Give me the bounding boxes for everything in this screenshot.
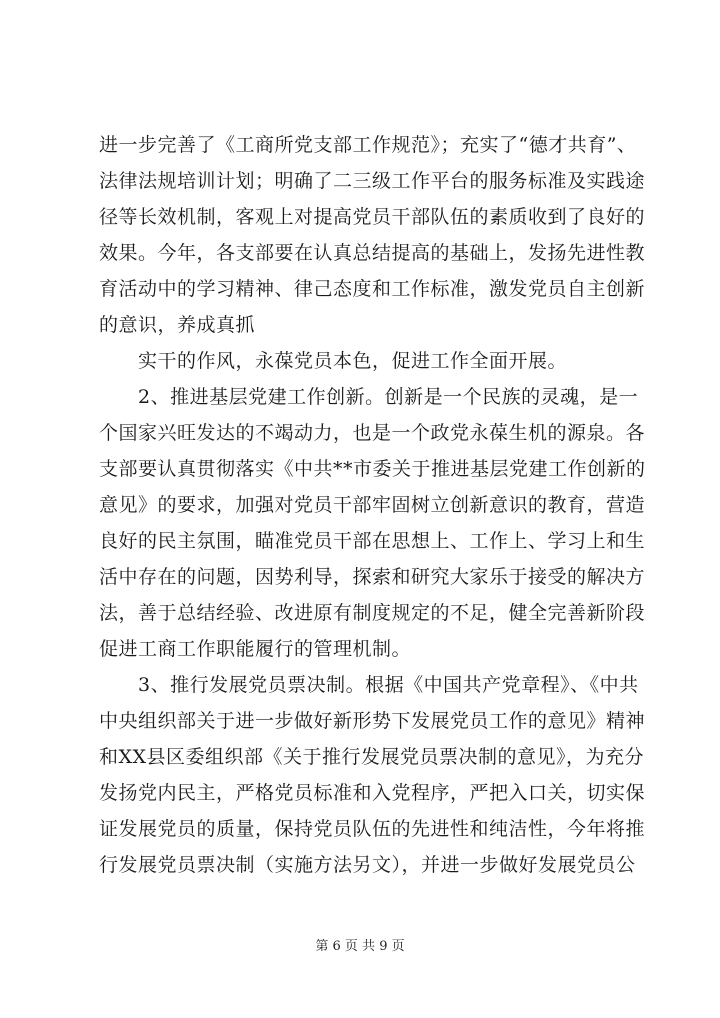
- text-line: 的意识，养成真抓: [99, 314, 256, 336]
- text-line: 径等长效机制，客观上对提高党员干部队伍的素质收到了良好的: [99, 206, 646, 228]
- text-line: 和XX县区委组织部《关于推行发展党员票决制的意见》，为充分: [99, 746, 645, 768]
- document-body: [99, 127, 646, 883]
- text-line: 证发展党员的质量，保持党员队伍的先进性和纯洁性，今年将推: [99, 818, 646, 840]
- text-line: 育活动中的学习精神、律己态度和工作标准，激发党员自主创新: [99, 278, 646, 300]
- text-line: 行发展党员票决制（实施方法另文），并进一步做好发展党员公: [99, 854, 636, 876]
- text-line: 意见》的要求，加强对党员干部牢固树立创新意识的教育，营造: [99, 494, 646, 516]
- text-line: 促进工商工作职能履行的管理机制。: [99, 638, 412, 660]
- text-line: 中央组织部关于进一步做好新形势下发展党员工作的意见》精神: [99, 710, 646, 732]
- page-number-footer: 第 6 页 共 9 页: [315, 939, 405, 954]
- text-line: 效果。今年，各支部要在认真总结提高的基础上，发扬先进性教: [99, 242, 646, 264]
- text-line: 进一步完善了《工商所党支部工作规范》；充实了“德才共育”、: [99, 134, 637, 156]
- text-line: 支部要认真贯彻落实《中共**市委关于推进基层党建工作创新的: [99, 458, 646, 480]
- text-line: 2、推进基层党建工作创新。创新是一个民族的灵魂，是一: [99, 386, 639, 408]
- text-line: 个国家兴旺发达的不竭动力，也是一个政党永葆生机的源泉。各: [99, 422, 646, 444]
- text-line: 法，善于总结经验、改进原有制度规定的不足，健全完善新阶段: [99, 602, 646, 624]
- text-line: 法律法规培训计划；明确了二三级工作平台的服务标准及实践途: [99, 170, 646, 192]
- text-line: 发扬党内民主，严格党员标准和入党程序，严把入口关，切实保: [99, 782, 646, 804]
- text-line: 实干的作风，永葆党员本色，促进工作全面开展。: [99, 350, 568, 372]
- text-line: 良好的民主氛围，瞄准党员干部在思想上、工作上、学习上和生: [99, 530, 646, 552]
- text-line: 活中存在的问题，因势利导，探索和研究大家乐于接受的解决方: [99, 566, 646, 588]
- text-line: 3、推行发展党员票决制。根据《中国共产党章程》、《中共: [99, 674, 639, 696]
